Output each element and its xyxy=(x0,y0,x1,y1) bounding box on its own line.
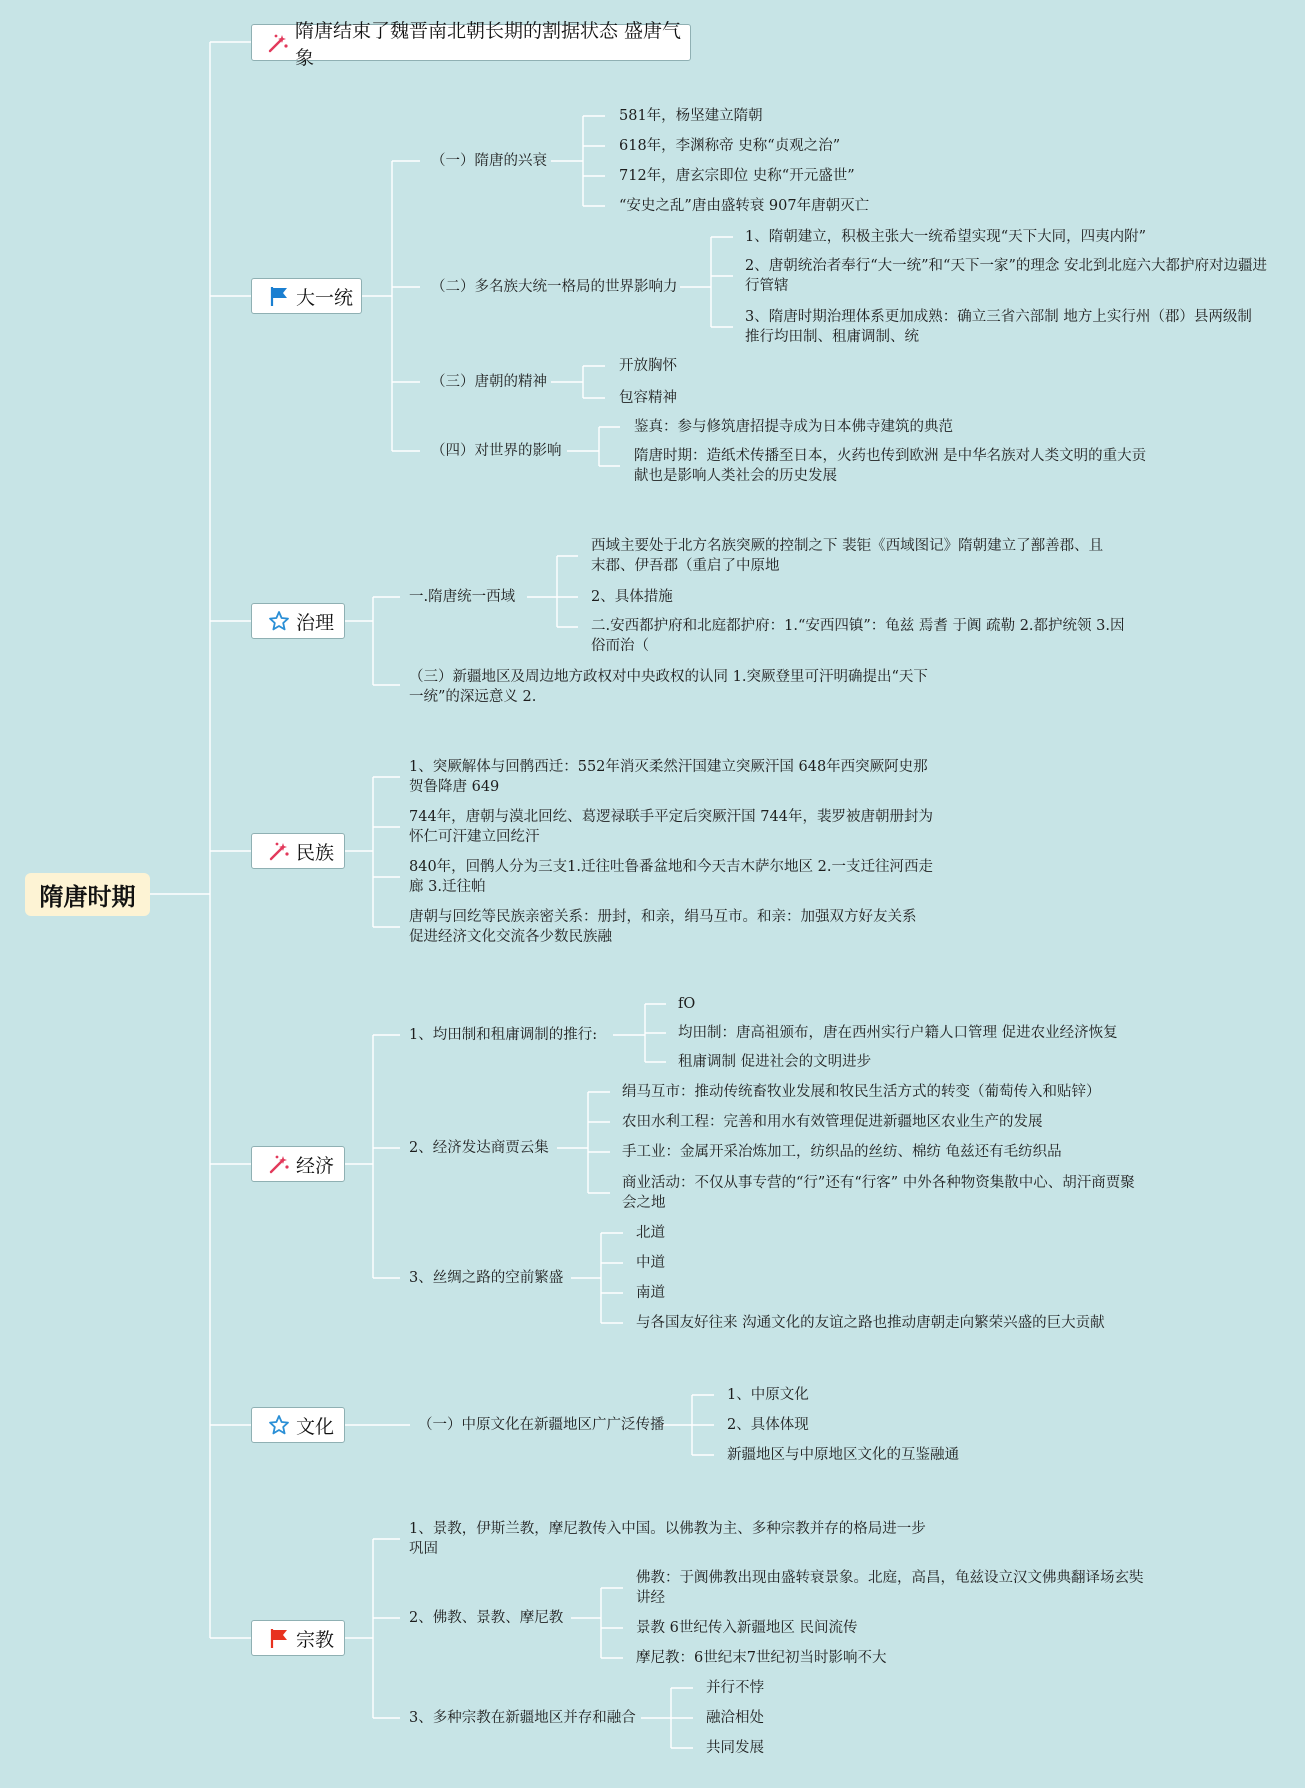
topic-govern-label: 治理 xyxy=(296,611,335,634)
root-topic[interactable]: 隋唐时期 xyxy=(25,873,150,916)
leaf[interactable]: 摩尼教：6世纪末7世纪初当时影响不大 xyxy=(636,1650,887,1666)
star-icon xyxy=(268,610,290,632)
leaf[interactable]: 南道 xyxy=(636,1285,665,1301)
leaf[interactable]: 3、隋唐时期治理体系更加成熟：确立三省六部制 地方上实行州（郡）县两级制 推行均田制、租庸调制、统 xyxy=(745,309,1252,345)
subtopic-world[interactable]: （四）对世界的影响 xyxy=(431,443,562,459)
leaf[interactable]: 1、中原文化 xyxy=(727,1387,809,1403)
leaf[interactable]: 中道 xyxy=(636,1255,665,1271)
topic-culture[interactable] xyxy=(251,1407,345,1443)
topic-economy[interactable] xyxy=(251,1146,345,1182)
subtopic-spirit[interactable]: （三）唐朝的精神 xyxy=(431,374,547,390)
subtopic-rise-fall[interactable]: （一）隋唐的兴衰 xyxy=(431,153,547,169)
leaf[interactable]: 融洽相处 xyxy=(706,1710,764,1726)
topic-religion-label: 宗教 xyxy=(296,1628,335,1651)
leaf[interactable]: 2、具体措施 xyxy=(591,589,673,605)
summary-topic[interactable] xyxy=(251,19,691,69)
leaf[interactable]: 商业活动：不仅从事专营的“行”还有“行客” 中外各种物资集散中心、胡汗商贾聚 会之地 xyxy=(622,1175,1135,1211)
subtopic-xinjiang[interactable]: （三）新疆地区及周边地方政权对中央政权的认同 1.突厥登里可汗明确提出“天下 一统”的深远意义 2. xyxy=(409,669,928,705)
leaf[interactable]: 开放胸怀 xyxy=(619,358,677,374)
leaf[interactable]: 共同发展 xyxy=(706,1740,764,1756)
leaf[interactable]: 农田水利工程：完善和用水有效管理促进新疆地区农业生产的发展 xyxy=(622,1114,1043,1130)
subtopic-trade[interactable]: 2、经济发达商贾云集 xyxy=(409,1140,549,1156)
leaf[interactable]: “安史之乱”唐由盛转衰 907年唐朝灭亡 xyxy=(619,198,870,214)
leaf[interactable]: 绢马互市：推动传统畜牧业发展和牧民生活方式的转变（葡萄传入和贴锌） xyxy=(622,1084,1101,1100)
sparkle-icon xyxy=(267,32,289,54)
leaf[interactable]: 1、突厥解体与回鹘西迁：552年消灭柔然汗国建立突厥汗国 648年西突厥阿史那 贺鲁降唐 649 xyxy=(409,759,928,795)
leaf[interactable]: 618年，李渊称帝 史称“贞观之治” xyxy=(619,138,841,154)
leaf[interactable]: 与各国友好往来 沟通文化的友谊之路也推动唐朝走向繁荣兴盛的巨大贡献 xyxy=(636,1315,1105,1331)
flag-icon xyxy=(268,285,290,307)
flag-icon xyxy=(268,1627,290,1649)
leaf[interactable]: 二.安西都护府和北庭都护府：1.“安西四镇”：龟兹 焉耆 于阗 疏勒 2.都护统领 3.因 俗而治（ xyxy=(591,618,1125,654)
summary-label: 隋唐结束了魏晋南北朝长期的割据状态 盛唐气象 xyxy=(295,19,682,69)
topic-ethnic-label: 民族 xyxy=(296,841,335,864)
leaf[interactable]: 佛教：于阗佛教出现由盛转衰景象。北庭，高昌，龟兹设立汉文佛典翻译场玄奘 讲经 xyxy=(636,1570,1144,1606)
leaf[interactable]: 隋唐时期：造纸术传播至日本，火药也传到欧洲 是中华名族对人类文明的重大贡 献也是影响人类社会的历史发展 xyxy=(634,448,1147,484)
leaf[interactable]: 西域主要处于北方名族突厥的控制之下 裴钜《西域图记》隋朝建立了鄯善郡、且 末郡、伊吾郡（重启了中原地 xyxy=(591,538,1104,574)
subtopic-three[interactable]: 2、佛教、景教、摩尼教 xyxy=(409,1610,564,1626)
leaf[interactable]: 并行不悖 xyxy=(706,1680,764,1696)
leaf[interactable]: 新疆地区与中原地区文化的互鉴融通 xyxy=(727,1447,959,1463)
leaf[interactable]: 1、隋朝建立，积极主张大一统希望实现“天下大同，四夷内附” xyxy=(745,229,1147,245)
topic-economy-label: 经济 xyxy=(296,1154,335,1177)
leaf[interactable]: 840年，回鹘人分为三支1.迁往吐鲁番盆地和今天吉木萨尔地区 2.一支迁往河西走 廊 3.迁往帕 xyxy=(409,859,933,895)
leaf[interactable]: 2、唐朝统治者奉行“大一统”和“天下一家”的理念 安北到北庭六大都护府对边疆进 行管辖 xyxy=(745,258,1267,294)
subtopic-intro[interactable]: 1、景教，伊斯兰教，摩尼教传入中国。以佛教为主、多种宗教并存的格局进一步 巩固 xyxy=(409,1521,926,1557)
topic-unify[interactable] xyxy=(251,278,362,314)
leaf[interactable]: 租庸调制 促进社会的文明进步 xyxy=(678,1054,872,1070)
subtopic-spread[interactable]: （一）中原文化在新疆地区广广泛传播 xyxy=(418,1417,665,1433)
subtopic-western[interactable]: 一.隋唐统一西域 xyxy=(409,589,516,605)
topic-unify-label: 大一统 xyxy=(296,286,354,309)
leaf[interactable]: 712年，唐玄宗即位 史称“开元盛世” xyxy=(619,168,855,184)
topic-culture-label: 文化 xyxy=(296,1415,335,1438)
leaf[interactable]: 包容精神 xyxy=(619,390,677,406)
leaf[interactable]: 景教 6世纪传入新疆地区 民间流传 xyxy=(636,1620,858,1636)
leaf[interactable]: 744年，唐朝与漠北回纥、葛逻禄联手平定后突厥汗国 744年，裴罗被唐朝册封为 怀仁可汗建立回纥汗 xyxy=(409,809,933,845)
leaf[interactable]: fO xyxy=(678,996,696,1012)
subtopic-land[interactable]: 1、均田制和租庸调制的推行: xyxy=(409,1027,598,1043)
leaf[interactable]: 手工业：金属开采冶炼加工，纺织品的丝纺、棉纺 龟兹还有毛纺织品 xyxy=(622,1144,1062,1160)
leaf[interactable]: 唐朝与回纥等民族亲密关系：册封，和亲，绢马互市。和亲：加强双方好友关系 促进经济文化交流各少数民族融 xyxy=(409,909,917,945)
subtopic-coexist[interactable]: 3、多种宗教在新疆地区并存和融合 xyxy=(409,1710,636,1726)
star-icon xyxy=(268,1414,290,1436)
topic-ethnic[interactable] xyxy=(251,833,345,869)
sparkle-icon xyxy=(268,840,290,862)
leaf[interactable]: 北道 xyxy=(636,1225,665,1241)
topic-religion[interactable] xyxy=(251,1620,345,1656)
topic-govern[interactable] xyxy=(251,603,345,639)
subtopic-multi-ethnic[interactable]: （二）多名族大统一格局的世界影响力 xyxy=(431,279,678,295)
leaf[interactable]: 均田制：唐高祖颁布，唐在西州实行户籍人口管理 促进农业经济恢复 xyxy=(678,1025,1118,1041)
subtopic-silk[interactable]: 3、丝绸之路的空前繁盛 xyxy=(409,1270,564,1286)
leaf[interactable]: 581年，杨坚建立隋朝 xyxy=(619,108,763,124)
sparkle-icon xyxy=(268,1153,290,1175)
leaf[interactable]: 鉴真：参与修筑唐招提寺成为日本佛寺建筑的典范 xyxy=(634,419,953,435)
leaf[interactable]: 2、具体体现 xyxy=(727,1417,809,1433)
